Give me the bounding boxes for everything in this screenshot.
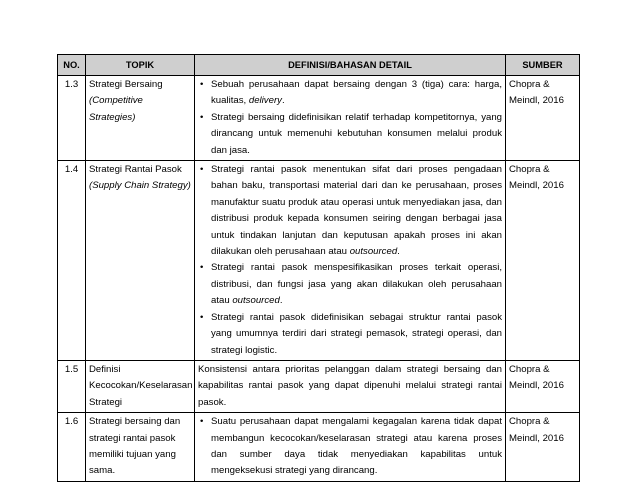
row-number: 1.4	[58, 161, 86, 361]
table-row	[58, 76, 580, 161]
table-row	[58, 413, 580, 482]
header-sumber: SUMBER	[506, 55, 580, 76]
topic-cell: Strategi bersaing dan strategi rantai pasok memiliki tujuan yang sama.	[86, 413, 195, 482]
source-cell: Chopra & Meindl, 2016	[506, 76, 580, 161]
header-topik: TOPIK	[86, 55, 195, 76]
topic-subtitle: (Supply Chain Strategy)	[89, 180, 191, 192]
definition-bullet: • Sebuah perusahaan dapat bersaing dengan 3 (tiga) cara: harga, kualitas, delivery.	[211, 77, 502, 110]
definition-table	[57, 54, 580, 482]
definition-bullet: • Strategi rantai pasok menentukan sifat dari proses pengadaan bahan baku, transportasi material dari dan ke perusahaan, proses manufaktur suatu produk atau operasi untuk menyediakan jasa, dan distribusi produk kepada konsumen seiring dengan berbagai jasa untuk tindakan lanjutan dan keputusan apakah proses ini akan dilakukan oleh perusahaan atau outsourced.	[211, 162, 502, 260]
table-row	[58, 360, 580, 412]
source-cell: Chopra & Meindl, 2016	[506, 360, 580, 412]
definition-cell	[195, 413, 506, 482]
table-header-row	[58, 55, 580, 76]
topic-cell	[86, 76, 195, 161]
source-cell: Chopra & Meindl, 2016	[506, 413, 580, 482]
row-number: 1.5	[58, 360, 86, 412]
definition-bullet: • Strategi bersaing didefinisikan relatif terhadap kompetitornya, yang dirancang untuk memenuhi kebutuhan konsumen melalui produk dan jasa.	[211, 110, 502, 159]
definition-cell	[195, 76, 506, 161]
table-row	[58, 161, 580, 361]
topic-subtitle: (Competitive Strategies)	[89, 95, 143, 123]
row-number: 1.6	[58, 413, 86, 482]
definition-bullet: • Suatu perusahaan dapat mengalami kegagalan karena tidak dapat membangun kecocokan/keselarasan strategi atau karena proses dan sumber daya tidak menyediakan kapabilitas untuk mengeksekusi strategi yang dirancang.	[211, 414, 502, 480]
topic-title: Strategi Rantai Pasok	[89, 164, 182, 176]
source-cell: Chopra & Meindl, 2016	[506, 161, 580, 361]
topic-cell	[86, 161, 195, 361]
header-no: NO.	[58, 55, 86, 76]
definition-bullet: • Strategi rantai pasok menspesifikasikan proses terkait operasi, distribusi, dan fungsi jasa yang akan dilakukan oleh perusahaan atau outsourced.	[211, 260, 502, 309]
row-number: 1.3	[58, 76, 86, 161]
header-definisi: DEFINISI/BAHASAN DETAIL	[195, 55, 506, 76]
definition-cell: Konsistensi antara prioritas pelanggan dalam strategi bersaing dan kapabilitas rantai pasok yang dapat dipenuhi melalui strategi rantai pasok.	[195, 360, 506, 412]
definition-bullet: • Strategi rantai pasok didefinisikan sebagai struktur rantai pasok yang umumnya terdiri dari strategi pemasok, strategi operasi, dan strategi logistic.	[211, 310, 502, 359]
definition-cell	[195, 161, 506, 361]
topic-title: Strategi Bersaing	[89, 79, 163, 90]
topic-cell: Definisi Kecocokan/Keselarasan Strategi	[86, 360, 195, 412]
